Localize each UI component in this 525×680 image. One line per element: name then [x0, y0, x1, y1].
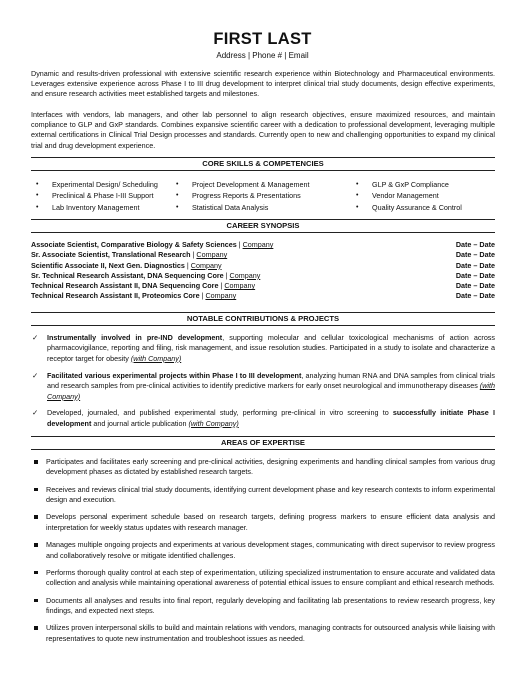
company-link[interactable]: Company — [190, 260, 222, 270]
separator: | — [218, 281, 225, 291]
square-bullet-icon — [34, 543, 38, 547]
contribution-lead: Facilitated various experimental projects within Phase I to III development — [47, 370, 302, 380]
job-title: Associate Scientist, Comparative Biology & Safety Sciences — [31, 240, 237, 249]
separator: | — [223, 270, 230, 280]
contribution-item — [31, 333, 495, 364]
contribution-item — [31, 408, 495, 429]
job-dates: Date – Date — [455, 260, 495, 270]
skill-item: • Lab Inventory Management — [34, 202, 174, 213]
job-title: Sr. Technical Research Assistant, DNA Sequencing Core — [31, 270, 224, 280]
expertise-list — [31, 457, 495, 651]
job-title: Technical Research Assistant II, Proteomics Core — [31, 291, 200, 301]
synopsis-row — [31, 291, 495, 301]
expertise-text: Utilizes proven interpersonal skills to build and maintain relations with vendors, managing contracts for outsourced analysis while liaising with representatives to quote new instrumentation and troubleshoot issues as needed. — [46, 623, 495, 643]
contact-line: Address | Phone # | Email — [216, 51, 309, 60]
contribution-body: Developed, journaled, and published experimental study, performing pre-clinical in vitro screening to — [47, 408, 393, 418]
job-title: Technical Research Assistant II, DNA Sequencing Core — [31, 281, 219, 291]
career-synopsis-list — [31, 240, 495, 302]
contribution-body-end: and journal article publication — [91, 418, 189, 428]
check-icon: ✓ — [32, 333, 39, 342]
company-link[interactable]: Company — [229, 270, 261, 280]
company-tag: (with Company) — [47, 381, 495, 401]
check-icon: ✓ — [32, 408, 39, 418]
contribution-item — [31, 371, 495, 402]
skill-item: • Preclinical & Phase I-III Support — [34, 190, 174, 201]
job-dates: Date – Date — [455, 291, 495, 301]
company-link[interactable]: Company — [224, 281, 256, 291]
skill-item: • Quality Assurance & Control — [354, 202, 494, 213]
square-bullet-icon — [34, 571, 38, 575]
synopsis-row — [31, 271, 495, 281]
square-bullet-icon — [34, 515, 38, 519]
skills-column-1 — [34, 179, 174, 213]
expertise-item — [31, 623, 495, 644]
skills-column-3 — [354, 179, 494, 213]
expertise-text: Receives and reviews clinical trial study documents, identifying current development phase and key research contexts to inform experimental design and execution. — [46, 484, 495, 505]
separator: | — [199, 291, 206, 301]
expertise-text: Documents all analyses and results into final report, regularly developing and facilitating lab presentations to review research progress, key findings, and expected next steps. — [46, 595, 495, 615]
job-dates: Date – Date — [455, 281, 495, 291]
check-icon: ✓ — [32, 370, 39, 380]
expertise-text: Develops personal experiment schedule based on research targets, defining progress markers to ensure efficient data analysis and interpretation for weekly status updates with research manager. — [46, 512, 495, 532]
expertise-heading: AREAS OF EXPERTISE — [31, 436, 495, 450]
core-skills-heading: CORE SKILLS & COMPETENCIES — [31, 157, 495, 171]
square-bullet-icon — [34, 488, 38, 492]
skill-item: • Statistical Data Analysis — [174, 202, 354, 213]
expertise-item — [31, 457, 495, 478]
skill-item: • Vendor Management — [354, 190, 494, 201]
summary-paragraph-2: Interfaces with vendors, lab managers, and other lab personnel to align research objectives, ensure maximized resources, and maintain compliance to GLP and GxP standards. Combines expansive scientific career with a dedication to professional development, leveraging multiple external certifications in Clinical Trial Design processes and standards. Currently open to new and challenging opportunities to expand my clinical trial and drug development experience. — [31, 110, 495, 150]
contribution-lead: successfully initiate Phase I development — [47, 408, 495, 428]
company-link[interactable]: Company — [205, 291, 237, 301]
job-dates: Date – Date — [455, 250, 495, 260]
skill-item: • Experimental Design/ Scheduling — [34, 179, 174, 190]
skill-item: • GLP & GxP Compliance — [354, 179, 494, 190]
expertise-item — [31, 568, 495, 589]
skill-item: • Progress Reports & Presentations — [174, 190, 354, 201]
skills-column-2 — [174, 179, 354, 213]
synopsis-row — [31, 240, 495, 250]
separator: | — [236, 240, 243, 249]
company-tag: (with Company) — [188, 418, 239, 428]
career-synopsis-heading: CAREER SYNOPSIS — [31, 219, 495, 233]
synopsis-row — [31, 261, 495, 271]
job-dates: Date – Date — [455, 270, 495, 280]
square-bullet-icon — [34, 599, 38, 603]
expertise-item — [31, 540, 495, 561]
contribution-body: , supporting molecular and cellular toxicological mechanisms of action across pharmacovigilance, reporting and filing, risk management, and issue resolution studies. Participated in a study to isolate and characterize a receptor target for obesity — [47, 333, 495, 363]
expertise-item — [31, 485, 495, 506]
company-link[interactable]: Company — [196, 250, 228, 260]
company-link[interactable]: Company — [242, 240, 274, 249]
expertise-text: Participates and facilitates early screening and pre-clinical activities, designing experiments and handling clinical samples from various drug development phases as dictated by established research targets. — [46, 457, 495, 477]
summary-paragraph-1: Dynamic and results-driven professional with extensive scientific research experience within Biotechnology and Pharmaceutical environments. Leverages extensive experience across Phase I to III drug development to interpret clinical trial study documents, design effective experiments, and ensure research activities meet established targets and milestones. — [31, 69, 495, 99]
synopsis-row — [31, 250, 495, 260]
contribution-lead: Instrumentally involved in pre-IND development — [47, 333, 223, 342]
skill-item: • Project Development & Management — [174, 179, 354, 190]
job-dates: Date – Date — [455, 240, 495, 249]
candidate-name: FIRST LAST — [213, 30, 312, 48]
job-title: Sr. Associate Scientist, Translational Research — [31, 250, 191, 260]
synopsis-row — [31, 281, 495, 291]
job-title: Scientific Associate II, Next Gen. Diagnostics — [31, 260, 185, 270]
expertise-text: Performs thorough quality control at each step of experimentation, utilizing specialized instrumentation to ensure accurate and validated data collection and analysis while maintaining operational awareness of potential ethical issues to ensure compliant and ethical research methods. — [46, 567, 495, 588]
expertise-text: Manages multiple ongoing projects and experiments at various development stages, communicating with direct supervisor to review progress and collaboratively resolve or mitigate identified challenges. — [46, 540, 495, 560]
core-skills-list — [34, 179, 494, 213]
expertise-item — [31, 512, 495, 533]
square-bullet-icon — [34, 460, 38, 464]
company-tag: (with Company) — [130, 353, 182, 363]
square-bullet-icon — [34, 626, 38, 630]
expertise-item — [31, 596, 495, 617]
separator: | — [184, 260, 191, 270]
contributions-list — [31, 333, 495, 436]
separator: | — [190, 250, 197, 260]
contribution-body: , analyzing human RNA and DNA samples from clinical trials and research samples from pre-clinical activities to identify predictive markers for early onset neurological and immunotherapy diseases — [47, 370, 495, 391]
contributions-heading: NOTABLE CONTRIBUTIONS & PROJECTS — [31, 312, 495, 326]
